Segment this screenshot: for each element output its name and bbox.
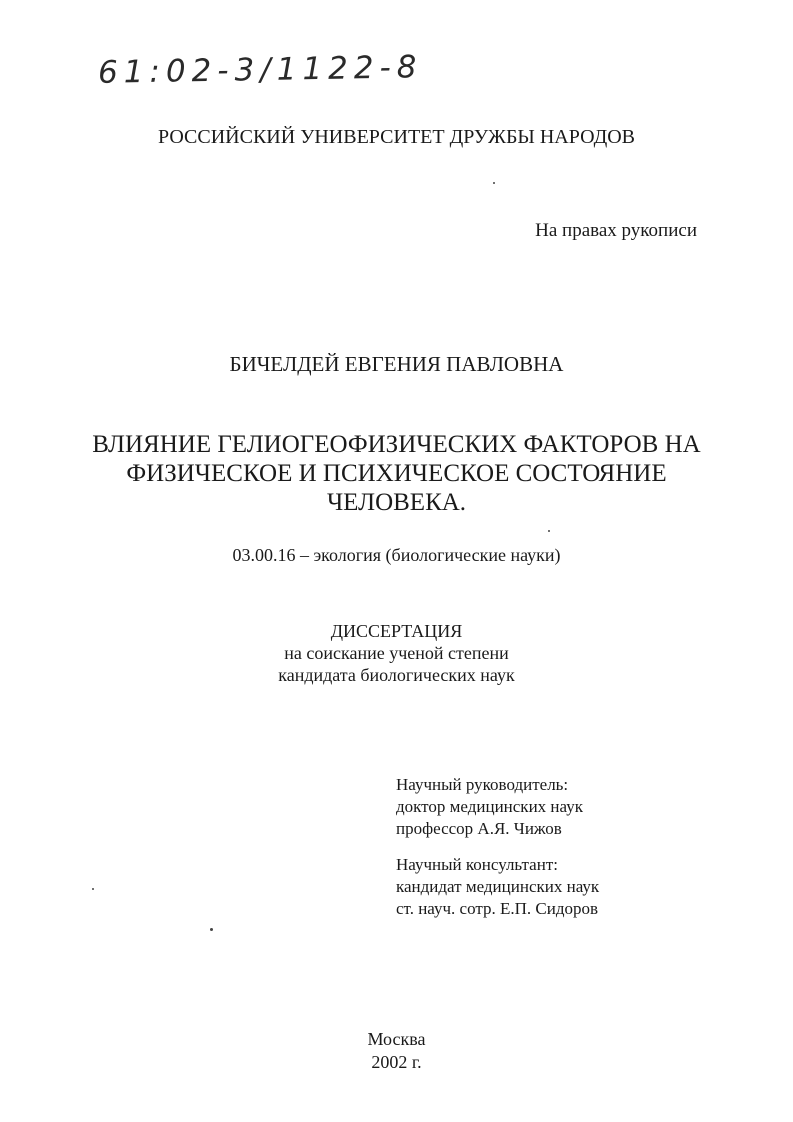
- specialty-code: 03.00.16 – экология (биологические науки): [232, 545, 561, 565]
- dissertation-heading: ДИССЕРТАЦИЯ: [330, 621, 463, 641]
- title-line-1: ВЛИЯНИЕ ГЕЛИОГЕОФИЗИЧЕСКИХ ФАКТОРОВ НА: [92, 431, 701, 458]
- author-name: БИЧЕЛДЕЙ ЕВГЕНИЯ ПАВЛОВНА: [229, 352, 564, 376]
- advisors-block: [396, 774, 599, 920]
- city: Москва: [367, 1029, 426, 1049]
- supervisor-degree: доктор медицинских наук: [396, 797, 583, 816]
- scan-speck: [548, 530, 550, 532]
- degree-line-1: на соискание ученой степени: [284, 643, 509, 663]
- archive-code-handwritten: 61:02-3/1122-8: [97, 49, 423, 91]
- place-and-year: [0, 1028, 793, 1074]
- dissertation-block: [0, 620, 793, 686]
- manuscript-note: На правах рукописи: [535, 220, 697, 241]
- consultant-degree: кандидат медицинских наук: [396, 877, 600, 896]
- title-line-3: ЧЕЛОВЕКА.: [326, 489, 467, 516]
- scan-speck: [493, 182, 495, 184]
- dissertation-title: [0, 430, 793, 517]
- supervisor-name: профессор А.Я. Чижов: [396, 819, 562, 838]
- degree-line-2: кандидата биологических наук: [278, 665, 515, 685]
- scan-speck: [210, 928, 213, 931]
- university-name: РОССИЙСКИЙ УНИВЕРСИТЕТ ДРУЖБЫ НАРОДОВ: [158, 126, 635, 148]
- supervisor-role: Научный руководитель:: [396, 775, 569, 794]
- title-line-2: ФИЗИЧЕСКОЕ И ПСИХИЧЕСКОЕ СОСТОЯНИЕ: [126, 460, 667, 487]
- consultant-role: Научный консультант:: [396, 855, 558, 874]
- scan-speck: [92, 888, 94, 890]
- year: 2002 г.: [371, 1052, 422, 1072]
- consultant-name: ст. науч. сотр. Е.П. Сидоров: [396, 899, 599, 918]
